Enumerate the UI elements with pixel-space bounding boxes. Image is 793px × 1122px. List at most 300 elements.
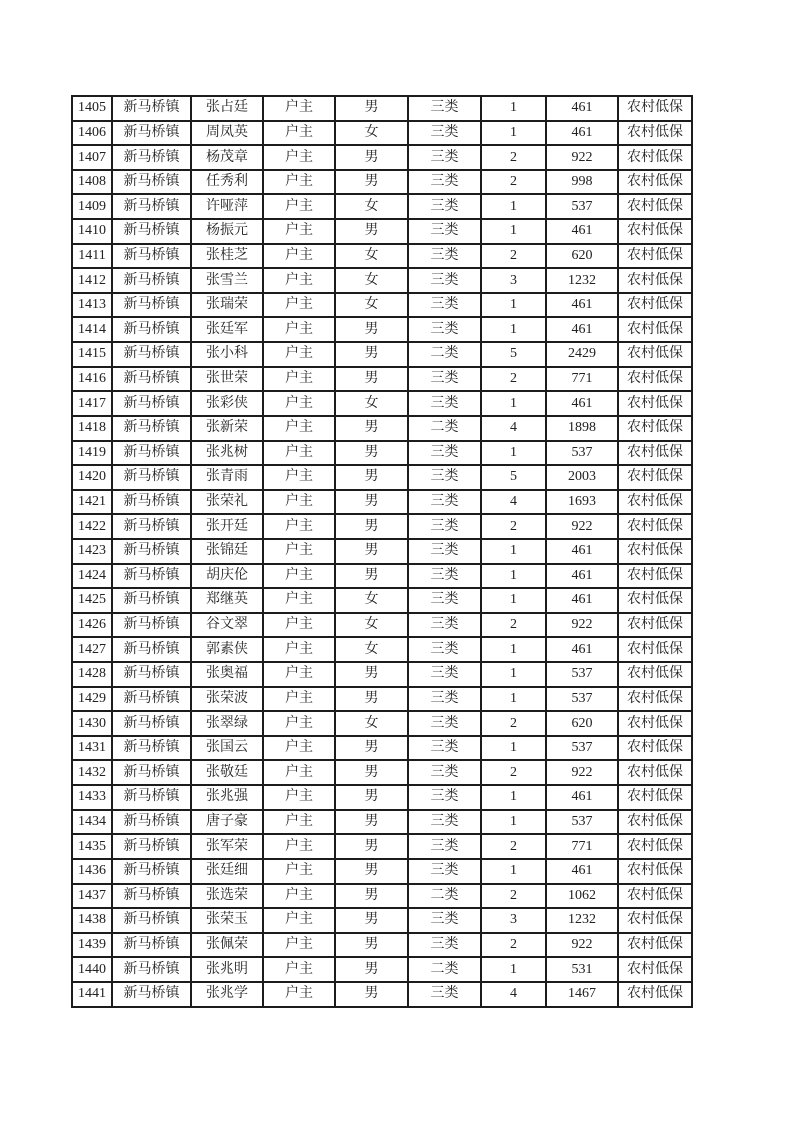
table-cell-gender: 男 [335,441,408,466]
table-cell-seq: 1416 [72,367,112,392]
table-cell-amount: 461 [546,859,618,884]
table-cell-seq: 1414 [72,317,112,342]
table-cell-amount: 2003 [546,465,618,490]
table-cell-persons: 2 [481,834,546,859]
table-cell-subsidy_type: 农村低保 [618,760,692,785]
table-cell-gender: 男 [335,342,408,367]
table-cell-seq: 1432 [72,760,112,785]
table-cell-town: 新马桥镇 [112,268,191,293]
table-cell-name: 谷文翠 [191,613,263,638]
table-cell-town: 新马桥镇 [112,170,191,195]
table-cell-town: 新马桥镇 [112,662,191,687]
table-cell-town: 新马桥镇 [112,465,191,490]
table-cell-gender: 男 [335,317,408,342]
table-cell-relation: 户主 [263,810,335,835]
table-cell-category: 三类 [408,736,481,761]
table-cell-persons: 1 [481,637,546,662]
table-cell-seq: 1406 [72,121,112,146]
table-cell-gender: 女 [335,244,408,269]
table-row [72,539,692,564]
table-cell-seq: 1415 [72,342,112,367]
table-cell-seq: 1431 [72,736,112,761]
table-cell-town: 新马桥镇 [112,194,191,219]
table-cell-town: 新马桥镇 [112,908,191,933]
table-cell-category: 三类 [408,317,481,342]
table-cell-seq: 1423 [72,539,112,564]
table-cell-relation: 户主 [263,367,335,392]
table-cell-relation: 户主 [263,145,335,170]
table-cell-name: 张翠绿 [191,711,263,736]
table-cell-relation: 户主 [263,564,335,589]
table-row [72,514,692,539]
table-cell-relation: 户主 [263,317,335,342]
table-cell-subsidy_type: 农村低保 [618,219,692,244]
table-cell-amount: 461 [546,785,618,810]
table-cell-name: 张青雨 [191,465,263,490]
records-table-body [72,96,692,1007]
table-cell-subsidy_type: 农村低保 [618,465,692,490]
table-cell-seq: 1438 [72,908,112,933]
table-cell-name: 张新荣 [191,416,263,441]
table-cell-persons: 1 [481,194,546,219]
table-cell-persons: 1 [481,539,546,564]
table-cell-amount: 1232 [546,908,618,933]
table-cell-subsidy_type: 农村低保 [618,785,692,810]
table-row [72,490,692,515]
table-cell-category: 三类 [408,711,481,736]
table-cell-gender: 女 [335,711,408,736]
table-cell-seq: 1434 [72,810,112,835]
table-cell-persons: 1 [481,293,546,318]
table-row [72,194,692,219]
table-cell-name: 周凤英 [191,121,263,146]
table-cell-seq: 1427 [72,637,112,662]
table-cell-amount: 461 [546,121,618,146]
table-cell-persons: 2 [481,244,546,269]
table-cell-subsidy_type: 农村低保 [618,539,692,564]
table-cell-name: 张荣礼 [191,490,263,515]
table-cell-seq: 1409 [72,194,112,219]
table-cell-gender: 女 [335,293,408,318]
table-cell-subsidy_type: 农村低保 [618,810,692,835]
table-cell-name: 张廷细 [191,859,263,884]
table-row [72,859,692,884]
table-cell-persons: 1 [481,785,546,810]
table-cell-category: 三类 [408,687,481,712]
table-row [72,957,692,982]
table-cell-name: 张锦廷 [191,539,263,564]
table-cell-relation: 户主 [263,170,335,195]
table-cell-amount: 461 [546,391,618,416]
table-row [72,810,692,835]
table-cell-persons: 1 [481,391,546,416]
table-cell-name: 张彩侠 [191,391,263,416]
table-cell-gender: 女 [335,391,408,416]
table-cell-gender: 男 [335,933,408,958]
table-cell-subsidy_type: 农村低保 [618,933,692,958]
table-cell-amount: 771 [546,367,618,392]
table-cell-amount: 537 [546,810,618,835]
table-cell-persons: 2 [481,933,546,958]
table-cell-amount: 998 [546,170,618,195]
table-cell-subsidy_type: 农村低保 [618,637,692,662]
table-cell-relation: 户主 [263,884,335,909]
table-cell-name: 张奥福 [191,662,263,687]
table-cell-subsidy_type: 农村低保 [618,367,692,392]
table-cell-name: 许哑萍 [191,194,263,219]
table-cell-town: 新马桥镇 [112,957,191,982]
table-cell-name: 张小科 [191,342,263,367]
table-cell-subsidy_type: 农村低保 [618,588,692,613]
table-cell-seq: 1422 [72,514,112,539]
table-cell-name: 唐子豪 [191,810,263,835]
table-cell-persons: 3 [481,908,546,933]
table-cell-subsidy_type: 农村低保 [618,342,692,367]
table-cell-persons: 2 [481,170,546,195]
table-cell-subsidy_type: 农村低保 [618,662,692,687]
table-cell-relation: 户主 [263,957,335,982]
table-cell-category: 三类 [408,268,481,293]
table-cell-gender: 男 [335,760,408,785]
table-cell-name: 张选荣 [191,884,263,909]
table-cell-town: 新马桥镇 [112,317,191,342]
table-cell-town: 新马桥镇 [112,121,191,146]
table-cell-seq: 1437 [72,884,112,909]
table-cell-category: 三类 [408,834,481,859]
table-cell-town: 新马桥镇 [112,760,191,785]
table-cell-name: 张兆树 [191,441,263,466]
table-cell-seq: 1412 [72,268,112,293]
table-cell-amount: 2429 [546,342,618,367]
table-cell-gender: 男 [335,884,408,909]
table-cell-gender: 女 [335,268,408,293]
table-cell-name: 张佩荣 [191,933,263,958]
table-cell-town: 新马桥镇 [112,391,191,416]
table-cell-category: 二类 [408,957,481,982]
table-cell-persons: 1 [481,859,546,884]
table-cell-seq: 1439 [72,933,112,958]
table-cell-seq: 1429 [72,687,112,712]
table-cell-amount: 922 [546,514,618,539]
table-cell-town: 新马桥镇 [112,219,191,244]
subsidy-records-table [71,95,693,1008]
table-cell-town: 新马桥镇 [112,96,191,121]
table-cell-name: 张荣波 [191,687,263,712]
table-cell-gender: 男 [335,490,408,515]
table-cell-gender: 男 [335,564,408,589]
table-row [72,637,692,662]
table-cell-category: 三类 [408,637,481,662]
table-cell-gender: 男 [335,957,408,982]
table-cell-town: 新马桥镇 [112,564,191,589]
table-cell-town: 新马桥镇 [112,145,191,170]
table-cell-persons: 2 [481,613,546,638]
table-cell-seq: 1424 [72,564,112,589]
table-cell-gender: 男 [335,539,408,564]
table-cell-name: 胡庆伦 [191,564,263,589]
table-cell-relation: 户主 [263,244,335,269]
table-cell-category: 二类 [408,884,481,909]
table-cell-amount: 1898 [546,416,618,441]
table-cell-seq: 1408 [72,170,112,195]
table-cell-relation: 户主 [263,539,335,564]
table-cell-town: 新马桥镇 [112,416,191,441]
table-cell-seq: 1425 [72,588,112,613]
table-cell-persons: 2 [481,760,546,785]
table-cell-name: 张瑞荣 [191,293,263,318]
table-row [72,121,692,146]
table-row [72,317,692,342]
table-cell-relation: 户主 [263,760,335,785]
table-cell-town: 新马桥镇 [112,711,191,736]
table-cell-subsidy_type: 农村低保 [618,514,692,539]
table-cell-name: 张荣玉 [191,908,263,933]
table-cell-subsidy_type: 农村低保 [618,441,692,466]
table-cell-amount: 537 [546,194,618,219]
table-row [72,170,692,195]
table-row [72,96,692,121]
table-cell-subsidy_type: 农村低保 [618,908,692,933]
table-cell-relation: 户主 [263,194,335,219]
table-cell-persons: 4 [481,982,546,1007]
table-cell-persons: 1 [481,441,546,466]
table-cell-name: 张廷军 [191,317,263,342]
table-cell-relation: 户主 [263,121,335,146]
table-cell-subsidy_type: 农村低保 [618,982,692,1007]
table-cell-name: 杨振元 [191,219,263,244]
table-cell-persons: 2 [481,514,546,539]
table-cell-subsidy_type: 农村低保 [618,736,692,761]
table-cell-persons: 1 [481,564,546,589]
table-cell-amount: 922 [546,933,618,958]
table-cell-category: 三类 [408,662,481,687]
table-row [72,736,692,761]
table-row [72,933,692,958]
table-row [72,834,692,859]
table-cell-gender: 男 [335,785,408,810]
table-cell-gender: 男 [335,834,408,859]
table-cell-relation: 户主 [263,391,335,416]
table-cell-relation: 户主 [263,834,335,859]
table-cell-name: 张兆强 [191,785,263,810]
table-cell-seq: 1435 [72,834,112,859]
table-cell-category: 三类 [408,810,481,835]
table-cell-persons: 1 [481,736,546,761]
table-cell-town: 新马桥镇 [112,441,191,466]
table-cell-subsidy_type: 农村低保 [618,884,692,909]
table-cell-town: 新马桥镇 [112,244,191,269]
table-cell-relation: 户主 [263,342,335,367]
table-cell-category: 三类 [408,96,481,121]
table-cell-gender: 男 [335,687,408,712]
table-cell-category: 三类 [408,613,481,638]
table-cell-town: 新马桥镇 [112,810,191,835]
table-cell-town: 新马桥镇 [112,884,191,909]
table-cell-subsidy_type: 农村低保 [618,834,692,859]
table-cell-persons: 5 [481,465,546,490]
table-cell-amount: 461 [546,219,618,244]
table-cell-category: 三类 [408,588,481,613]
table-cell-persons: 2 [481,145,546,170]
table-cell-category: 三类 [408,465,481,490]
table-cell-relation: 户主 [263,465,335,490]
table-cell-persons: 1 [481,662,546,687]
table-cell-seq: 1407 [72,145,112,170]
table-cell-gender: 男 [335,416,408,441]
table-cell-relation: 户主 [263,711,335,736]
table-cell-gender: 男 [335,367,408,392]
table-cell-subsidy_type: 农村低保 [618,416,692,441]
table-cell-amount: 1232 [546,268,618,293]
table-cell-category: 三类 [408,441,481,466]
table-row [72,342,692,367]
table-cell-amount: 461 [546,637,618,662]
table-cell-amount: 531 [546,957,618,982]
table-cell-town: 新马桥镇 [112,293,191,318]
table-cell-gender: 女 [335,194,408,219]
table-row [72,884,692,909]
table-cell-gender: 男 [335,170,408,195]
table-cell-relation: 户主 [263,613,335,638]
table-cell-persons: 3 [481,268,546,293]
table-cell-gender: 男 [335,859,408,884]
table-cell-relation: 户主 [263,588,335,613]
table-cell-persons: 1 [481,588,546,613]
table-cell-persons: 2 [481,711,546,736]
table-cell-gender: 女 [335,637,408,662]
table-cell-town: 新马桥镇 [112,933,191,958]
table-cell-subsidy_type: 农村低保 [618,957,692,982]
table-cell-persons: 5 [481,342,546,367]
table-cell-name: 张世荣 [191,367,263,392]
table-cell-amount: 1062 [546,884,618,909]
table-cell-gender: 女 [335,588,408,613]
table-cell-seq: 1436 [72,859,112,884]
table-cell-town: 新马桥镇 [112,736,191,761]
table-cell-name: 张兆学 [191,982,263,1007]
table-cell-name: 张兆明 [191,957,263,982]
table-cell-seq: 1421 [72,490,112,515]
table-cell-category: 三类 [408,539,481,564]
table-cell-subsidy_type: 农村低保 [618,170,692,195]
table-cell-amount: 537 [546,662,618,687]
table-cell-gender: 男 [335,662,408,687]
table-row [72,711,692,736]
table-cell-seq: 1417 [72,391,112,416]
table-cell-amount: 461 [546,564,618,589]
table-cell-persons: 1 [481,121,546,146]
table-cell-town: 新马桥镇 [112,982,191,1007]
table-cell-seq: 1405 [72,96,112,121]
table-cell-persons: 1 [481,96,546,121]
table-cell-relation: 户主 [263,268,335,293]
table-cell-name: 杨茂章 [191,145,263,170]
table-cell-amount: 461 [546,96,618,121]
table-cell-category: 三类 [408,121,481,146]
table-cell-category: 三类 [408,785,481,810]
table-cell-category: 三类 [408,170,481,195]
table-row [72,293,692,318]
table-cell-relation: 户主 [263,416,335,441]
table-cell-gender: 男 [335,96,408,121]
table-row [72,687,692,712]
table-cell-seq: 1440 [72,957,112,982]
table-cell-gender: 女 [335,121,408,146]
table-cell-relation: 户主 [263,982,335,1007]
table-row [72,613,692,638]
table-row [72,145,692,170]
table-cell-town: 新马桥镇 [112,834,191,859]
table-cell-amount: 1693 [546,490,618,515]
table-cell-persons: 4 [481,416,546,441]
table-cell-category: 三类 [408,145,481,170]
table-cell-relation: 户主 [263,293,335,318]
table-cell-name: 张占廷 [191,96,263,121]
table-cell-subsidy_type: 农村低保 [618,687,692,712]
table-cell-persons: 1 [481,219,546,244]
table-cell-category: 三类 [408,219,481,244]
table-cell-amount: 620 [546,711,618,736]
table-cell-amount: 461 [546,539,618,564]
table-cell-name: 任秀利 [191,170,263,195]
table-cell-relation: 户主 [263,687,335,712]
table-cell-amount: 461 [546,293,618,318]
table-cell-town: 新马桥镇 [112,342,191,367]
table-cell-amount: 1467 [546,982,618,1007]
table-row [72,465,692,490]
table-cell-seq: 1430 [72,711,112,736]
table-cell-relation: 户主 [263,859,335,884]
table-cell-relation: 户主 [263,514,335,539]
table-cell-subsidy_type: 农村低保 [618,145,692,170]
table-cell-subsidy_type: 农村低保 [618,613,692,638]
table-cell-category: 三类 [408,564,481,589]
table-cell-subsidy_type: 农村低保 [618,564,692,589]
table-cell-seq: 1433 [72,785,112,810]
table-cell-name: 郭素侠 [191,637,263,662]
table-cell-category: 三类 [408,367,481,392]
table-cell-name: 张雪兰 [191,268,263,293]
table-cell-category: 三类 [408,933,481,958]
table-row [72,416,692,441]
table-cell-relation: 户主 [263,785,335,810]
table-cell-persons: 4 [481,490,546,515]
table-cell-relation: 户主 [263,219,335,244]
table-cell-seq: 1428 [72,662,112,687]
table-cell-name: 张开廷 [191,514,263,539]
table-row [72,268,692,293]
table-cell-seq: 1410 [72,219,112,244]
table-cell-relation: 户主 [263,441,335,466]
table-row [72,367,692,392]
table-cell-category: 三类 [408,293,481,318]
table-row [72,662,692,687]
table-cell-town: 新马桥镇 [112,613,191,638]
table-cell-category: 三类 [408,391,481,416]
table-cell-gender: 男 [335,982,408,1007]
table-cell-seq: 1419 [72,441,112,466]
table-cell-persons: 1 [481,317,546,342]
table-cell-gender: 男 [335,145,408,170]
table-cell-category: 三类 [408,514,481,539]
table-cell-category: 三类 [408,982,481,1007]
table-cell-persons: 1 [481,810,546,835]
table-cell-category: 三类 [408,244,481,269]
table-cell-persons: 2 [481,884,546,909]
table-cell-gender: 男 [335,465,408,490]
table-row [72,760,692,785]
table-cell-gender: 男 [335,514,408,539]
